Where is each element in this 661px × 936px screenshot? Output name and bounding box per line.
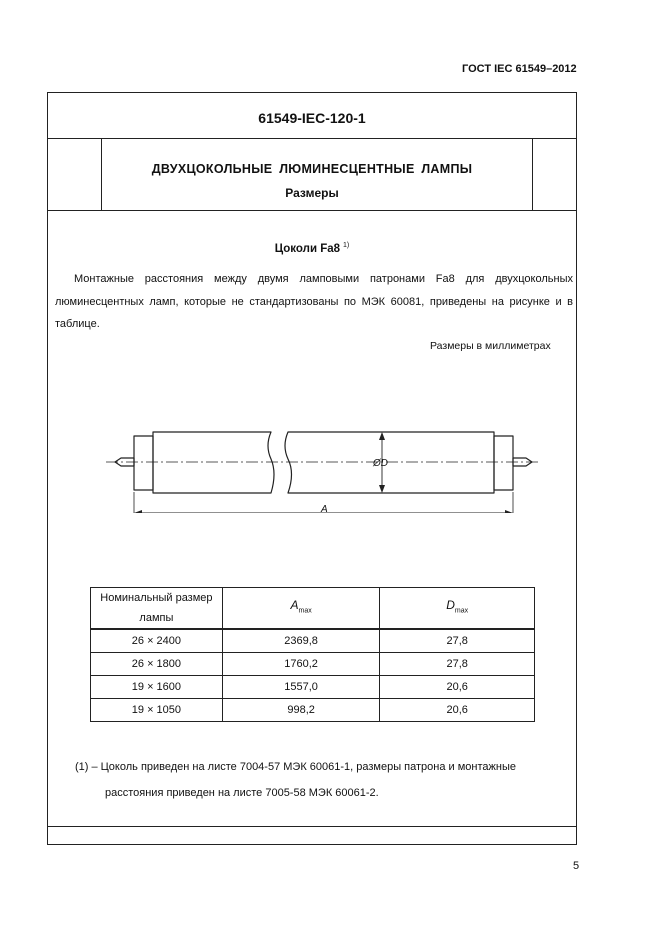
header-d-var: D [446,597,455,612]
length-label: A [321,504,328,513]
cell-d-max: 20,6 [380,699,535,722]
header-d-sub: max [454,607,469,615]
header-a-max [222,588,380,630]
footnote-line-1: (1) – Цоколь приведен на листе 7004-57 МЭК 60061-1, размеры патрона и монтажные [75,761,516,773]
cell-size: 26 × 1800 [91,653,223,676]
header-a-sub: max [298,607,312,615]
lamp-body-right [285,432,494,493]
cell-size: 19 × 1600 [91,676,223,699]
section-title-text: Цоколи Fa8 [274,243,341,255]
dimensions-table [90,587,535,722]
footnote-ref: 1) [343,242,350,249]
page-number: 5 [573,860,580,872]
table-row [91,653,535,676]
cell-d-max: 27,8 [380,653,535,676]
lamp-drawing [48,93,576,513]
cell-a-max: 1760,2 [222,653,380,676]
cell-a-max: 2369,8 [222,629,380,653]
standard-sheet [47,92,577,845]
header-a-var: A [290,597,299,612]
table-row [91,629,535,653]
cell-d-max: 20,6 [380,676,535,699]
units-note: Размеры в миллиметрах [430,340,551,352]
lamp-body-left [153,432,274,493]
standard-code: ГОСТ IEC 61549–2012 [462,63,577,75]
cell-a-max: 1557,0 [222,676,380,699]
sheet-id: 61549-IEC-120-1 [258,110,366,126]
table-row [91,699,535,722]
intro-paragraph-text: Монтажные расстояния между двумя ламповыми патронами Fa8 для двухцокольных люминесцентных ламп, которые не стандартизованы по МЭК 60081, приведены на рисунке и в таблице. [55,273,573,330]
table-header-row [91,588,535,630]
header-nominal-size: Номинальный размер лампы [91,588,223,630]
table-row [91,676,535,699]
diameter-label: ØD [373,458,388,469]
left-base [134,436,153,490]
cell-size: 26 × 2400 [91,629,223,653]
header-d-max [380,588,535,630]
sheet-bottom-divider [48,826,576,827]
sheet-subtitle: Размеры [285,186,339,200]
cell-a-max: 998,2 [222,699,380,722]
cell-size: 19 × 1050 [91,699,223,722]
right-base [494,436,513,490]
sheet-title: ДВУХЦОКОЛЬНЫЕ ЛЮМИНЕСЦЕНТНЫЕ ЛАМПЫ [151,162,473,176]
cell-d-max: 27,8 [380,629,535,653]
footnote-line-2: расстояния приведен на листе 7005-58 МЭК 60061-2. [105,787,379,799]
